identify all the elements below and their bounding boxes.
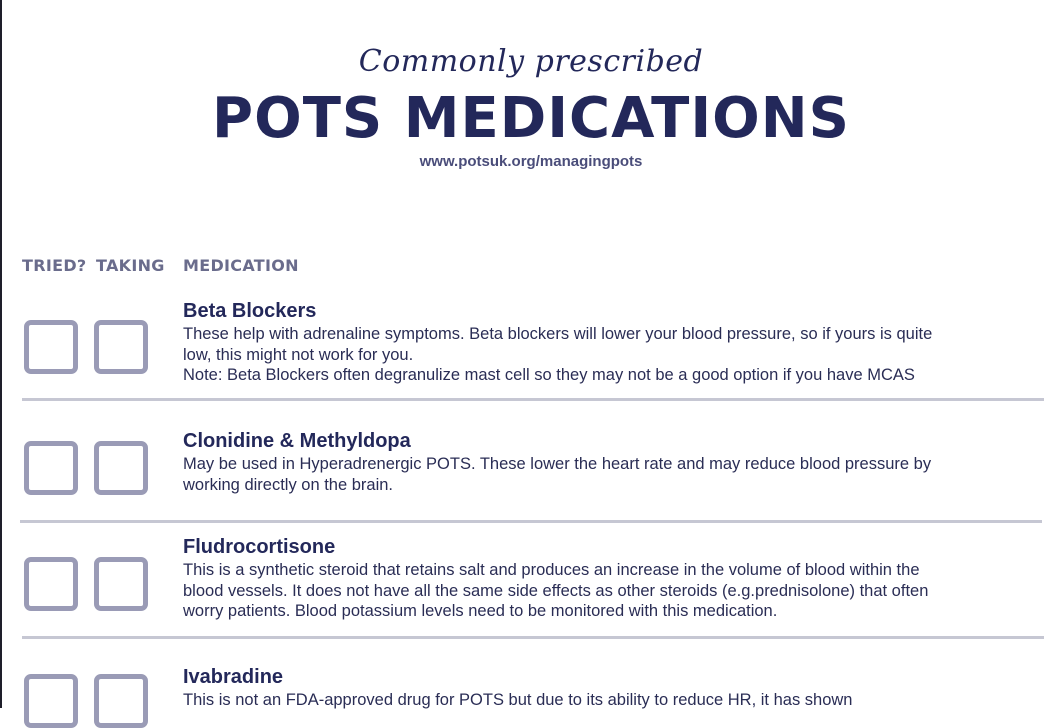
description-line: This is not an FDA-approved drug for POTS but due to its ability to reduce HR, it has shown <box>183 691 853 709</box>
tried-checkbox-ivabradine[interactable] <box>24 674 78 728</box>
description-line: working directly on the brain. <box>183 475 394 494</box>
medication-name: Clonidine & Methyldopa <box>183 430 411 452</box>
medication-description <box>183 454 1023 495</box>
tried-checkbox-clonidine-methyldopa[interactable] <box>24 441 78 495</box>
description-line: This is a synthetic steroid that retains salt and produces an increase in the volume of blood within the <box>183 561 920 579</box>
website-link[interactable]: www.potsuk.org/managingpots <box>419 153 643 170</box>
page-subtitle: Commonly prescribed <box>358 44 704 79</box>
column-header-taking: TAKING <box>96 256 165 275</box>
column-header-tried: TRIED? <box>22 256 87 275</box>
page-title: POTS MEDICATIONS <box>212 86 850 151</box>
description-line: worry patients. Blood potassium levels need to be monitored with this medication. <box>183 602 778 620</box>
medication-description <box>183 690 1023 711</box>
taking-checkbox-beta-blockers[interactable] <box>94 320 148 374</box>
tried-checkbox-fludrocortisone[interactable] <box>24 557 78 611</box>
description-line: blood vessels. It does not have all the same side effects as other steroids (e.g.prednisolone) that often <box>183 581 929 600</box>
medication-name: Ivabradine <box>183 666 284 688</box>
medication-name: Fludrocortisone <box>183 536 336 558</box>
row-divider <box>20 520 1042 523</box>
taking-checkbox-fludrocortisone[interactable] <box>94 557 148 611</box>
row-divider <box>22 636 1044 639</box>
description-line: Note: Beta Blockers often degranulize mast cell so they may not be a good option if you have MCAS <box>183 366 915 384</box>
description-line: These help with adrenaline symptoms. Beta blockers will lower your blood pressure, so if yours is quite <box>183 325 933 343</box>
column-header-medication: MEDICATION <box>183 256 299 275</box>
row-divider <box>22 398 1044 401</box>
medication-description <box>183 560 1023 622</box>
medication-name: Beta Blockers <box>183 300 317 322</box>
taking-checkbox-clonidine-methyldopa[interactable] <box>94 441 148 495</box>
description-line: May be used in Hyperadrenergic POTS. These lower the heart rate and may reduce blood pressure by <box>183 455 932 473</box>
tried-checkbox-beta-blockers[interactable] <box>24 320 78 374</box>
description-line: low, this might not work for you. <box>183 345 414 364</box>
taking-checkbox-ivabradine[interactable] <box>94 674 148 728</box>
medication-description <box>183 324 1023 386</box>
